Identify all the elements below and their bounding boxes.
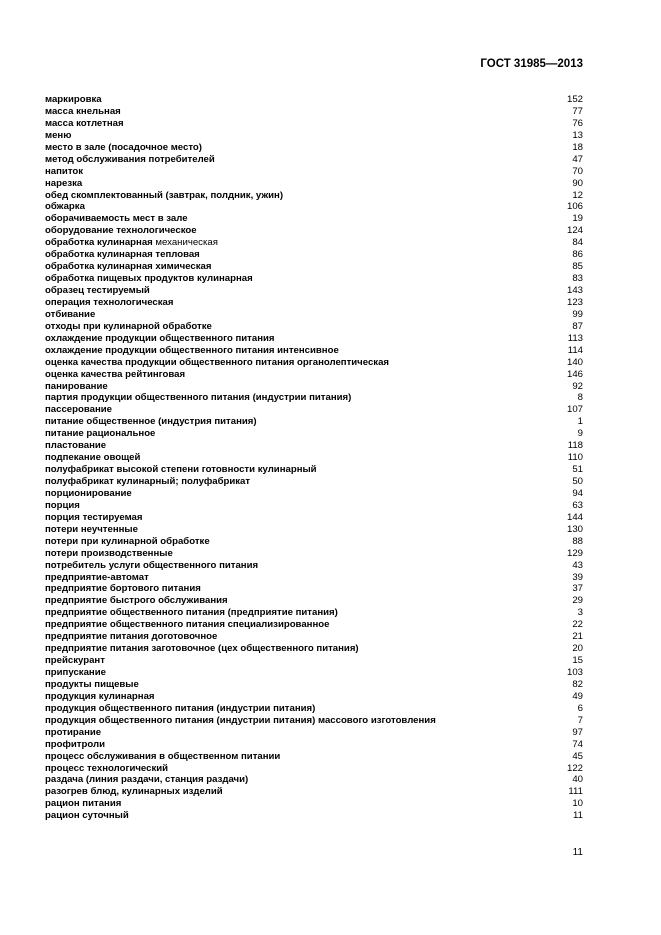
index-term [45, 715, 436, 727]
index-page-reference: 94 [572, 487, 583, 499]
index-entry [45, 751, 583, 763]
index-term [45, 106, 121, 118]
index-term-text: порционирование [45, 487, 132, 499]
index-term-text: припускание [45, 667, 106, 678]
index-page-reference: 99 [572, 308, 583, 320]
index-term-text: нарезка [45, 177, 83, 189]
index-entry [45, 345, 583, 357]
index-page-reference: 63 [572, 499, 583, 511]
index-term [45, 572, 149, 584]
index-term [45, 428, 155, 440]
index-entry [45, 715, 583, 727]
index-term [45, 142, 202, 154]
index-term [45, 381, 108, 393]
index-entry [45, 404, 583, 416]
index-page-reference: 1 [577, 416, 583, 428]
index-entry [45, 703, 583, 715]
index-entry [45, 333, 583, 345]
index-entry [45, 428, 583, 440]
page-number: 11 [572, 847, 583, 858]
index-page-reference: 7 [577, 714, 583, 726]
index-term [45, 488, 132, 500]
index-term-text: предприятие питания доготовочное [45, 631, 218, 643]
index-term-text: раздача (линия раздачи, станция раздачи) [45, 774, 249, 786]
index-entry [45, 106, 583, 118]
index-term [45, 536, 210, 548]
index-term [45, 655, 105, 667]
index-term-text: продукция кулинарная [45, 690, 155, 702]
index-page-reference: 22 [572, 619, 583, 631]
index-term-text: обработка пищевых продуктов кулинарная [45, 273, 253, 285]
index-term [45, 225, 197, 237]
index-page-reference: 122 [566, 762, 583, 774]
index-page-reference: 20 [572, 643, 583, 655]
index-term-text: предприятие быстрого обслуживания [45, 595, 228, 607]
index-term [45, 583, 201, 595]
index-page-reference: 13 [572, 129, 583, 141]
index-term [45, 190, 283, 202]
index-term [45, 560, 258, 572]
index-term-text: предприятие общественного питания (предприятие питания) [45, 607, 338, 619]
index-page-reference: 39 [572, 571, 583, 583]
index-entry [45, 285, 583, 297]
index-term-text: предприятие бортового питания [45, 583, 201, 595]
index-term [45, 309, 95, 321]
index-page-reference: 50 [572, 476, 583, 487]
index-term-text: место в зале (посадочное место) [45, 141, 202, 153]
index-term-text: процесс обслуживания в общественном питании [45, 750, 281, 762]
index-term [45, 727, 101, 739]
index-term-text: протирание [45, 726, 102, 738]
index-term [45, 345, 339, 357]
index-page-reference: 130 [566, 523, 583, 535]
index-term-text: пластование [45, 440, 107, 452]
index-term-text: операция технологическая [45, 296, 174, 308]
index-page-reference: 8 [577, 392, 583, 404]
index-page-reference: 97 [572, 726, 583, 738]
index-page-reference: 77 [572, 105, 583, 117]
index-page-reference: 86 [572, 249, 583, 261]
index-entry [45, 739, 583, 751]
index-term [45, 178, 82, 190]
index-page-reference: 45 [572, 750, 583, 762]
index-term [45, 357, 389, 369]
index-entry [45, 142, 583, 154]
index-term-text: партия продукции общественного питания (индустрии питания) [45, 392, 352, 404]
index-page-reference: 12 [572, 189, 583, 201]
index-term [45, 369, 185, 381]
index-entry [45, 416, 583, 428]
index-page-reference: 9 [577, 428, 583, 440]
index-term-text: порция [45, 499, 80, 511]
index-page-reference: 83 [572, 273, 583, 285]
index-entry [45, 572, 583, 584]
index-page-reference: 10 [572, 798, 583, 810]
index-page-reference: 110 [567, 452, 583, 464]
index-entry [45, 369, 583, 381]
index-entry [45, 190, 583, 202]
index-term-text: процесс технологический [45, 762, 169, 774]
index-term [45, 595, 228, 607]
index-term-text: порция тестируемая [45, 511, 143, 523]
index-term [45, 751, 280, 763]
index-page-reference: 123 [566, 296, 583, 308]
index-term-text: меню [45, 129, 72, 141]
index-entry [45, 249, 583, 261]
index-term-text: обработка кулинарная [45, 237, 153, 249]
index-page-reference: 74 [572, 738, 583, 750]
index-page-reference: 92 [572, 380, 583, 392]
index-term [45, 166, 83, 178]
index-term-text: обжарка [45, 201, 85, 213]
index-term [45, 798, 121, 810]
index-entry [45, 297, 583, 309]
index-entry [45, 607, 583, 619]
index-page-reference: 88 [572, 535, 583, 547]
index-term [45, 118, 124, 130]
index-term [45, 249, 200, 261]
index-term-text: обработка кулинарная химическая [45, 261, 212, 273]
index-term-text: потери неучтенные [45, 523, 138, 535]
index-entry [45, 321, 583, 333]
index-term-text: питание рациональное [45, 428, 156, 440]
index-term [45, 333, 275, 345]
index-page-reference: 140 [566, 356, 583, 368]
index-term-text: профитроли [45, 738, 105, 750]
index-term-text: маркировка [45, 94, 102, 105]
index-term-text: образец тестируемый [45, 285, 150, 296]
index-entry [45, 583, 583, 595]
index-entry [45, 786, 583, 798]
index-entry [45, 178, 583, 190]
index-page-reference: 87 [572, 320, 583, 332]
index-term [45, 452, 140, 464]
index-entry [45, 476, 583, 488]
index-term [45, 739, 105, 751]
index-term-text: потери производственные [45, 547, 173, 559]
index-page-reference: 103 [566, 667, 583, 678]
index-entry [45, 500, 583, 512]
index-term-text: обед скомплектованный (завтрак, полдник, ужин) [45, 189, 284, 201]
index-page-reference: 15 [572, 655, 583, 667]
index-term [45, 261, 212, 273]
index-page-reference: 152 [566, 94, 583, 105]
index-term [45, 667, 106, 679]
index-term-text: продукция общественного питания (индустрии питания) [45, 702, 316, 714]
index-term [45, 607, 338, 619]
index-entry [45, 810, 583, 822]
index-term-text: рацион питания [45, 798, 122, 810]
index-term [45, 810, 129, 822]
index-term-text: оборудование технологическое [45, 225, 197, 237]
index-entry [45, 261, 583, 273]
index-term-text: напиток [45, 165, 84, 177]
index-page-reference: 129 [566, 547, 583, 559]
index-entry [45, 548, 583, 560]
index-term [45, 619, 329, 631]
index-term [45, 213, 188, 225]
index-term-text: питание общественное (индустрия питания) [45, 416, 257, 428]
index-page-reference: 49 [572, 690, 583, 702]
index-term [45, 392, 351, 404]
index-entry [45, 381, 583, 393]
index-page-reference: 144 [566, 511, 583, 523]
index-entry [45, 524, 583, 536]
index-page-reference: 106 [566, 201, 583, 213]
index-term [45, 285, 150, 297]
index-term-text: предприятие питания заготовочное (цех общественного питания) [45, 643, 359, 655]
index-term-text: масса кнельная [45, 105, 121, 117]
index-page-reference: 51 [572, 464, 583, 476]
index-term-text: пассерование [45, 404, 112, 416]
index-term-text: отбивание [45, 308, 96, 320]
index-page-reference: 124 [566, 225, 583, 237]
index-term [45, 273, 253, 285]
index-entry [45, 213, 583, 225]
index-entry [45, 763, 583, 775]
index-page-reference: 84 [572, 237, 583, 249]
index-term-text: масса котлетная [45, 117, 124, 129]
document-header: ГОСТ 31985—2013 [480, 58, 583, 70]
index-entry [45, 154, 583, 166]
index-entry [45, 237, 583, 249]
index-term-text: отходы при кулинарной обработке [45, 320, 212, 332]
index-page-reference: 11 [573, 810, 583, 822]
alphabetical-term-index [45, 94, 583, 822]
index-page-reference: 6 [577, 702, 583, 714]
index-page-reference: 113 [567, 332, 583, 344]
index-page-reference: 21 [572, 631, 583, 643]
index-page-reference: 47 [572, 153, 583, 165]
index-page-reference: 18 [572, 141, 583, 153]
index-term-suffix: механическая [152, 237, 218, 249]
index-term [45, 524, 138, 536]
index-term-text: прейскурант [45, 655, 105, 667]
index-entry [45, 118, 583, 130]
index-term-text: панирование [45, 380, 108, 392]
index-term-text: продукты пищевые [45, 678, 139, 690]
index-entry [45, 691, 583, 703]
index-entry [45, 357, 583, 369]
index-term-text: метод обслуживания потребителей [45, 153, 215, 165]
index-term [45, 404, 112, 416]
index-page-reference: 3 [577, 607, 583, 619]
index-page-reference: 90 [572, 177, 583, 189]
index-entry [45, 536, 583, 548]
index-term-text: предприятие-автомат [45, 571, 149, 583]
index-term [45, 201, 85, 213]
index-term [45, 154, 215, 166]
index-entry [45, 225, 583, 237]
index-entry [45, 130, 583, 142]
index-entry [45, 201, 583, 213]
index-page-reference: 70 [572, 165, 583, 177]
index-term [45, 774, 248, 786]
index-entry [45, 512, 583, 524]
index-entry [45, 595, 583, 607]
index-page-reference: 19 [572, 213, 583, 225]
index-term-text: полуфабрикат кулинарный; полуфабрикат [45, 476, 251, 487]
index-term [45, 786, 223, 798]
index-term [45, 130, 71, 142]
index-entry [45, 655, 583, 667]
index-term [45, 297, 173, 309]
index-term-text: охлаждение продукции общественного питания интенсивное [45, 344, 339, 356]
index-page-reference: 40 [572, 774, 583, 786]
index-page-reference: 118 [567, 440, 583, 452]
index-entry [45, 488, 583, 500]
index-term-text: охлаждение продукции общественного питания [45, 332, 275, 344]
index-entry [45, 392, 583, 404]
index-term [45, 464, 317, 476]
index-entry [45, 464, 583, 476]
index-term-text: оценка качества рейтинговая [45, 368, 186, 380]
index-term [45, 416, 257, 428]
index-entry [45, 679, 583, 691]
index-term [45, 476, 250, 488]
index-term [45, 321, 212, 333]
index-term-text: продукция общественного питания (индустрии питания) массового изготовления [45, 714, 436, 726]
index-term-text: потери при кулинарной обработке [45, 535, 210, 547]
index-term [45, 548, 173, 560]
index-page-reference: 82 [572, 678, 583, 690]
index-term [45, 440, 106, 452]
index-entry [45, 619, 583, 631]
index-page-reference: 43 [572, 559, 583, 571]
index-term [45, 679, 139, 691]
index-page-reference: 29 [572, 595, 583, 607]
index-term-text: обработка кулинарная тепловая [45, 249, 200, 261]
index-term [45, 703, 315, 715]
index-entry [45, 667, 583, 679]
index-page-reference: 143 [566, 285, 583, 296]
index-entry [45, 727, 583, 739]
index-page-reference: 76 [572, 117, 583, 129]
index-term-text: рацион суточный [45, 810, 129, 822]
index-page-reference: 111 [568, 786, 583, 798]
index-term [45, 643, 359, 655]
index-page-reference: 85 [572, 261, 583, 273]
index-page-reference: 114 [567, 344, 583, 356]
index-entry [45, 452, 583, 464]
index-entry [45, 94, 583, 106]
index-term-text: предприятие общественного питания специализированное [45, 619, 330, 631]
index-term-text: полуфабрикат высокой степени готовности кулинарный [45, 464, 317, 476]
index-term [45, 94, 102, 106]
index-entry [45, 560, 583, 572]
index-term-text: оценка качества продукции общественного питания органолептическая [45, 356, 390, 368]
index-term [45, 512, 142, 524]
index-term-text: потребитель услуги общественного питания [45, 559, 259, 571]
index-term [45, 500, 80, 512]
index-entry [45, 166, 583, 178]
index-term [45, 237, 218, 249]
index-page-reference: 37 [572, 583, 583, 595]
index-term-text: подпекание овощей [45, 452, 141, 464]
index-page-reference: 146 [566, 368, 583, 380]
index-term [45, 631, 217, 643]
index-term [45, 691, 155, 703]
index-entry [45, 273, 583, 285]
index-term-text: разогрев блюд, кулинарных изделий [45, 786, 223, 798]
index-entry [45, 440, 583, 452]
index-entry [45, 798, 583, 810]
index-page-reference: 107 [566, 404, 583, 416]
index-entry [45, 309, 583, 321]
index-term [45, 763, 168, 775]
index-entry [45, 643, 583, 655]
index-entry [45, 631, 583, 643]
index-entry [45, 774, 583, 786]
index-term-text: оборачиваемость мест в зале [45, 213, 188, 225]
